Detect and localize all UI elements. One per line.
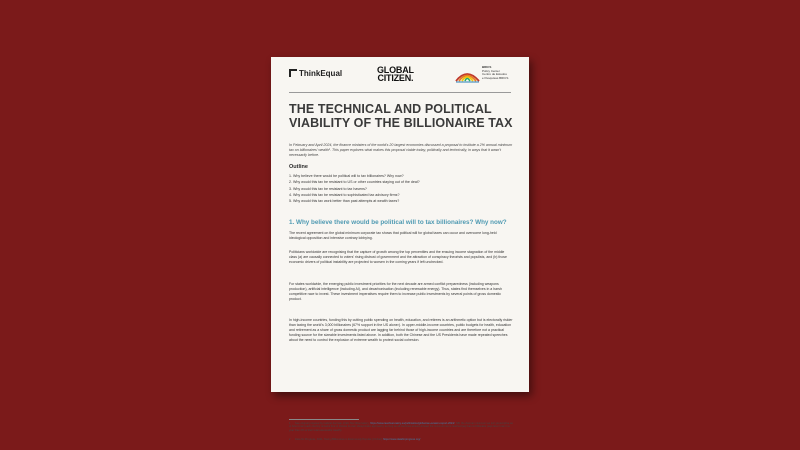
think-equal-mark-icon bbox=[289, 69, 297, 77]
section-heading: 1. Why believe there would be political will to tax billionaires? Why now? bbox=[289, 219, 507, 226]
outline-item: 4. Why would this tax be resistant to sophisticated tax advisory firms? bbox=[289, 192, 400, 197]
logo-bar bbox=[289, 66, 515, 84]
header-divider bbox=[289, 92, 511, 93]
think-equal-logo: ThinkEqual bbox=[289, 69, 342, 78]
brics-policy-center-logo bbox=[455, 66, 515, 84]
footnote: 1 See original proposal by Gabriel Zucman of EU Tax Observatory: https://www.taxobservatory.eu/publication/global-tax-evasion-report-2024/. NB: the Zucman minimum tax isn't prescriptive as to how to tax (each country remains free to choose its own idiosyncratic approach), as long as all countries ensure at least the minimum tax is reached (eg that no billionaire pays less in tax in a year than 2% of their total assessable wealth). bbox=[289, 422, 513, 432]
brics-arcs-icon bbox=[455, 67, 480, 83]
outline-item: 1. Why believe there would be political will to tax billionaires? Why now? bbox=[289, 174, 404, 178]
brics-logo-text: BRICS Policy Center Centro de Estudos e Pesquisas BRICS bbox=[482, 65, 509, 80]
footnote-link[interactable]: https://www.dataforprogress.org/ bbox=[383, 438, 421, 441]
body-paragraph: In high-income countries, funding this by cutting public spending on health, education, and retirees is an arithmetic option but is electorally riskier than taxing the world's 3,000 billionaires (67% support in the US alone²). In upper-middle-income countries, public budgets for health, education and retirement as a share of gross domestic product are lagging far behind those of high-income countries and are therefore not a practical funding source for the sizeable investments listed above. In addition, both the Chinese and the US Presidents have made repeated speeches about the need to control the explosion of extreme wealth to protect social cohesion. bbox=[289, 318, 513, 342]
outline-list bbox=[289, 173, 515, 204]
intro-paragraph: In February and April 2024, the finance ministers of the world's 20 largest economies discussed a proposal to institute a 2% annual minimum tax on billionaires' wealth¹. This paper explores what makes this proposal viable today, politically and technically, in ways that it wasn't necessarily before. bbox=[289, 143, 513, 157]
document-page bbox=[271, 57, 529, 441]
outline-item: 5. Why would this tax work better than past attempts at wealth taxes? bbox=[289, 199, 400, 204]
body-paragraph: Politicians worldwide are recognising that the capture of growth among the top percentiles and the ensuing income stagnation of the middle class (a) are causally connected to voters' rising distrust of government and the attraction of conspiracy theorists and populists, and (b) those economic drivers of political instability are projected to worsen in the coming years if left unchecked. bbox=[289, 250, 507, 264]
document-title: THE TECHNICAL AND POLITICAL VIABILITY OF THE BILLIONAIRE TAX bbox=[289, 102, 513, 130]
footnote-link[interactable]: https://www.taxobservatory.eu/publication/global-tax-evasion-report-2024/ bbox=[370, 422, 455, 425]
outline-item: 3. Why would this tax be resistant to tax havens? bbox=[289, 186, 367, 191]
footnote: 2 Data for Progress, 2021. Taxing Billionaires is Enormously Popular. [Online]: https://www.dataforprogress.org/ bbox=[289, 438, 421, 441]
footnote-divider bbox=[289, 419, 359, 420]
body-paragraph: For states worldwide, the emerging public investment priorities for the next decade are armed conflict preparedness (including weapons production), artificial intelligence (including AI), and decarbonisation (including renewable energy). Thus, states find themselves in a harsh competitive race to invest. These investment imperatives require them to increase public investments by several points of gross domestic product. bbox=[289, 282, 502, 301]
outline-item: 2. Why would this tax be resistant to US or other countries staying out of the deal? bbox=[289, 180, 420, 185]
body-paragraph: The recent agreement on the global minimum corporate tax shows that political will for global taxes can occur and overcome long-held ideological opposition and intensive contrary lobbying. bbox=[289, 231, 497, 240]
global-citizen-logo: GLOBAL CITIZEN. bbox=[377, 65, 414, 83]
outline-heading: Outline bbox=[289, 164, 308, 170]
